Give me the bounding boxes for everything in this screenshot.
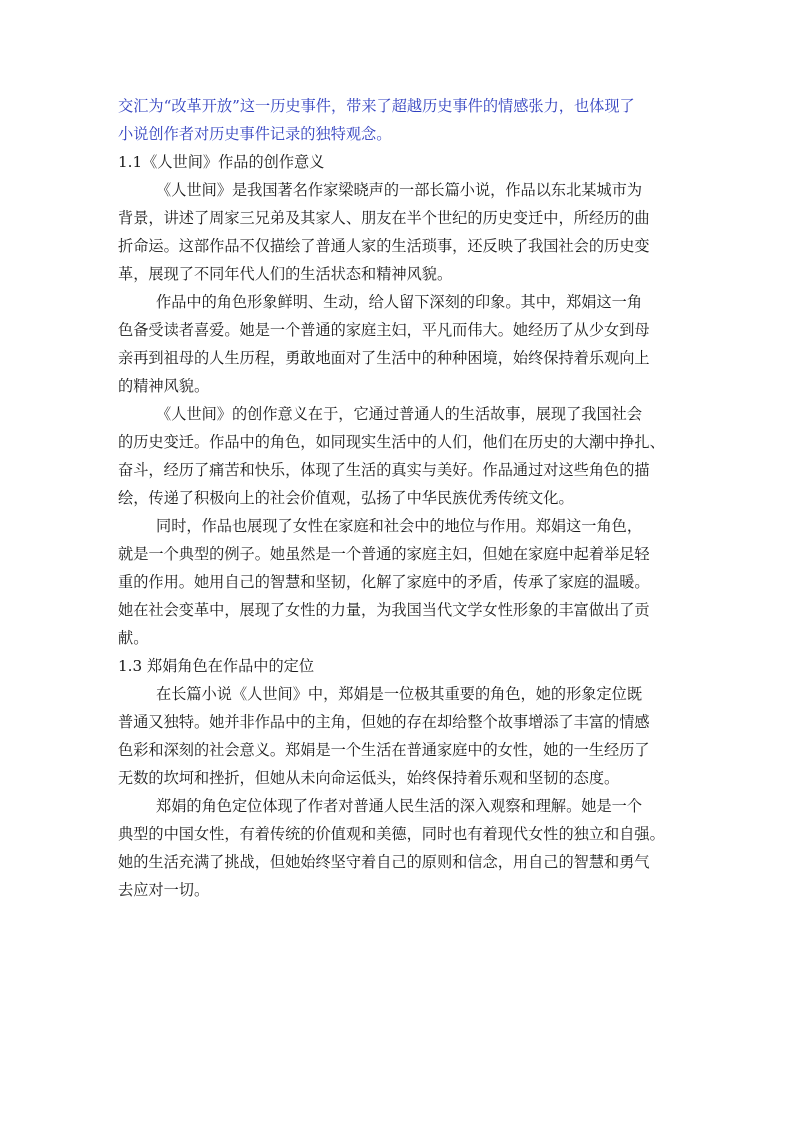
intro-line: 交汇为“改革开放”这一历史事件，带来了超越历史事件的情感张力，也体现了 — [118, 97, 635, 115]
paragraph-line: 《人世间》是我国著名作家梁晓声的一部长篇小说，作品以东北某城市为 — [156, 181, 642, 199]
paragraph-line: 在长篇小说《人世间》中，郑娟是一位极其重要的角色，她的形象定位既 — [156, 685, 642, 703]
paragraph-1-1-d — [118, 512, 678, 652]
paragraph-line: 同时，作品也展现了女性在家庭和社会中的地位与作用。郑娟这一角色， — [156, 517, 642, 535]
paragraph-line: 典型的中国女性，有着传统的价值观和美德，同时也有着现代女性的独立和自强。 — [118, 825, 665, 843]
paragraph-1-1-c — [118, 400, 678, 512]
paragraph-1-3-b — [118, 792, 678, 904]
paragraph-line: 普通又独特。她并非作品中的主角，但她的存在却给整个故事增添了丰富的情感 — [118, 713, 650, 731]
paragraph-line: 《人世间》的创作意义在于，它通过普通人的生活故事，展现了我国社会 — [156, 405, 642, 423]
paragraph-line: 她的生活充满了挑战，但她始终坚守着自己的原则和信念，用自己的智慧和勇气 — [118, 853, 650, 871]
paragraph-1-3-a — [118, 680, 678, 792]
paragraph-line: 去应对一切。 — [118, 881, 210, 899]
paragraph-1-1-b — [118, 288, 678, 400]
paragraph-line: 折命运。这部作品不仅描绘了普通人家的生活琐事，还反映了我国社会的历史变 — [118, 237, 650, 255]
paragraph-line: 色彩和深刻的社会意义。郑娟是一个生活在普通家庭中的女性，她的一生经历了 — [118, 741, 650, 759]
paragraph-line: 重的作用。她用自己的智慧和坚韧，化解了家庭中的矛盾，传承了家庭的温暖。 — [118, 573, 650, 591]
intro-line: 小说创作者对历史事件记录的独特观念。 — [118, 125, 392, 143]
paragraph-line: 无数的坎坷和挫折，但她从未向命运低头，始终保持着乐观和坚韧的态度。 — [118, 769, 620, 787]
document-page — [118, 92, 678, 904]
paragraph-line: 背景，讲述了周家三兄弟及其家人、朋友在半个世纪的历史变迁中，所经历的曲 — [118, 209, 650, 227]
paragraph-line: 的历史变迁。作品中的角色，如同现实生活中的人们，他们在历史的大潮中挣扎、 — [118, 433, 665, 451]
paragraph-line: 亲再到祖母的人生历程，勇敢地面对了生活中的种种困境，始终保持着乐观向上 — [118, 349, 650, 367]
paragraph-line: 绘，传递了积极向上的社会价值观，弘扬了中华民族优秀传统文化。 — [118, 489, 574, 507]
section-heading-1-1: 1.1《人世间》作品的创作意义 — [118, 153, 325, 171]
paragraph-line: 色备受读者喜爱。她是一个普通的家庭主妇，平凡而伟大。她经历了从少女到母 — [118, 321, 650, 339]
paragraph-line: 郑娟的角色定位体现了作者对普通人民生活的深入观察和理解。她是一个 — [156, 797, 642, 815]
paragraph-line: 作品中的角色形象鲜明、生动，给人留下深刻的印象。其中，郑娟这一角 — [156, 293, 642, 311]
paragraph-1-1-a — [118, 176, 678, 288]
paragraph-line: 革，展现了不同年代人们的生活状态和精神风貌。 — [118, 265, 453, 283]
paragraph-line: 就是一个典型的例子。她虽然是一个普通的家庭主妇，但她在家庭中起着举足轻 — [118, 545, 650, 563]
section-heading-1-3: 1.3 郑娟角色在作品中的定位 — [118, 657, 315, 675]
paragraph-line: 献。 — [118, 629, 149, 647]
paragraph-line: 她在社会变革中，展现了女性的力量，为我国当代文学女性形象的丰富做出了贡 — [118, 601, 650, 619]
paragraph-line: 的精神风貌。 — [118, 377, 210, 395]
paragraph-line: 奋斗，经历了痛苦和快乐，体现了生活的真实与美好。作品通过对这些角色的描 — [118, 461, 650, 479]
